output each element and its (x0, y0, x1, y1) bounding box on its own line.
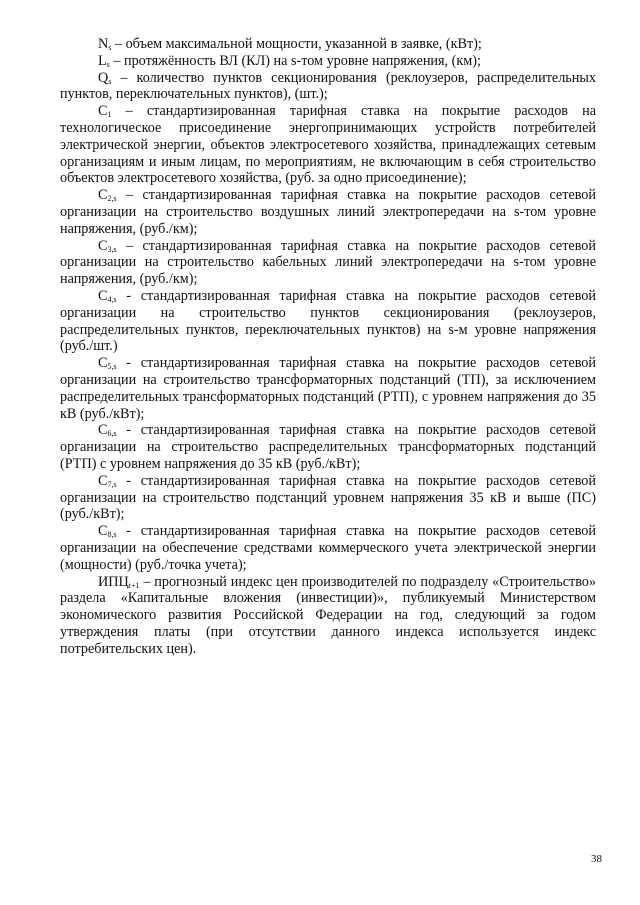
definition-c2: $C_{2,s}$ – стандартизированная тарифная ставка на покрытие расходов сетевой организации на строительство воздушных линий электропередачи на s-том уровне напряжения, (руб./км); (60, 187, 596, 237)
page-number: 38 (591, 853, 602, 865)
definition-c1: $C_1$ – стандартизированная тарифная ставка на покрытие расходов на технологическое присоединение энергопринимающих устройств потребителей электрической энергии, объектов электросетевого хозяйства, принадлежащих сетевым организациям и иным лицам, по мероприятиям, не включающим в себя строительство объектов электросетевого хозяйства, (руб. за одно присоединение); (60, 103, 596, 187)
definition-c5: $C_{5,s}$ - стандартизированная тарифная ставка на покрытие расходов сетевой организации на строительство трансформаторных подстанций (ТП), за исключением распределительных трансформаторных подстанций (РТП), с уровнем напряжения до 35 кВ (руб./кВт); (60, 355, 596, 422)
definition-q-s: $Q_s$ – количество пунктов секционирования (реклоузеров, распределительных пунктов, переключательных пунктов), (шт.); (60, 69, 596, 103)
definition-n-s: $N_s$ – объем максимальной мощности, указанной в заявке, (кВт); (98, 36, 482, 52)
definition-c8: $C_{8,s}$ - стандартизированная тарифная ставка на покрытие расходов сетевой организации на обеспечение средствами коммерческого учета электрической энергии (мощности) (руб./точка учета); (60, 523, 596, 573)
definition-c6: $C_{6,s}$ - стандартизированная тарифная ставка на покрытие расходов сетевой организации на строительство распределительных трансформаторных подстанций (РТП) с уровнем напряжения до 35 кВ (руб./кВт); (60, 422, 596, 472)
definition-c4: $C_{4,s}$ - стандартизированная тарифная ставка на покрытие расходов сетевой организации на строительство пунктов секционирования (реклоузеров, распределительных пунктов, переключательных пунктов) на s-м уровне напряжения (руб./шт.) (60, 287, 596, 355)
definition-c7: $C_{7,s}$ - стандартизированная тарифная ставка на покрытие расходов сетевой организации на строительство подстанций уровнем напряжения 35 кВ и выше (ПС) (руб./кВт); (60, 472, 596, 523)
definition-c3: $C_{3,s}$ – стандартизированная тарифная ставка на покрытие расходов сетевой организации на строительство кабельных линий электропередачи на s-том уровне напряжения, (руб./км); (60, 237, 596, 288)
definition-l-s: $L_s$ – протяжённость ВЛ (КЛ) на s-том уровне напряжения, (км); (98, 52, 481, 69)
document-body (60, 36, 596, 657)
definition-ipc: $ИПЦ_{t+1}$ – прогнозный индекс цен производителей по подразделу «Строительство» раздела «Капитальные вложения (инвестиции)», публикуемый Министерством экономического развития Российской Федерации на год, следующий за годом утверждения платы (при отсутствии данного индекса используется индекс потребительских цен). (60, 573, 596, 657)
